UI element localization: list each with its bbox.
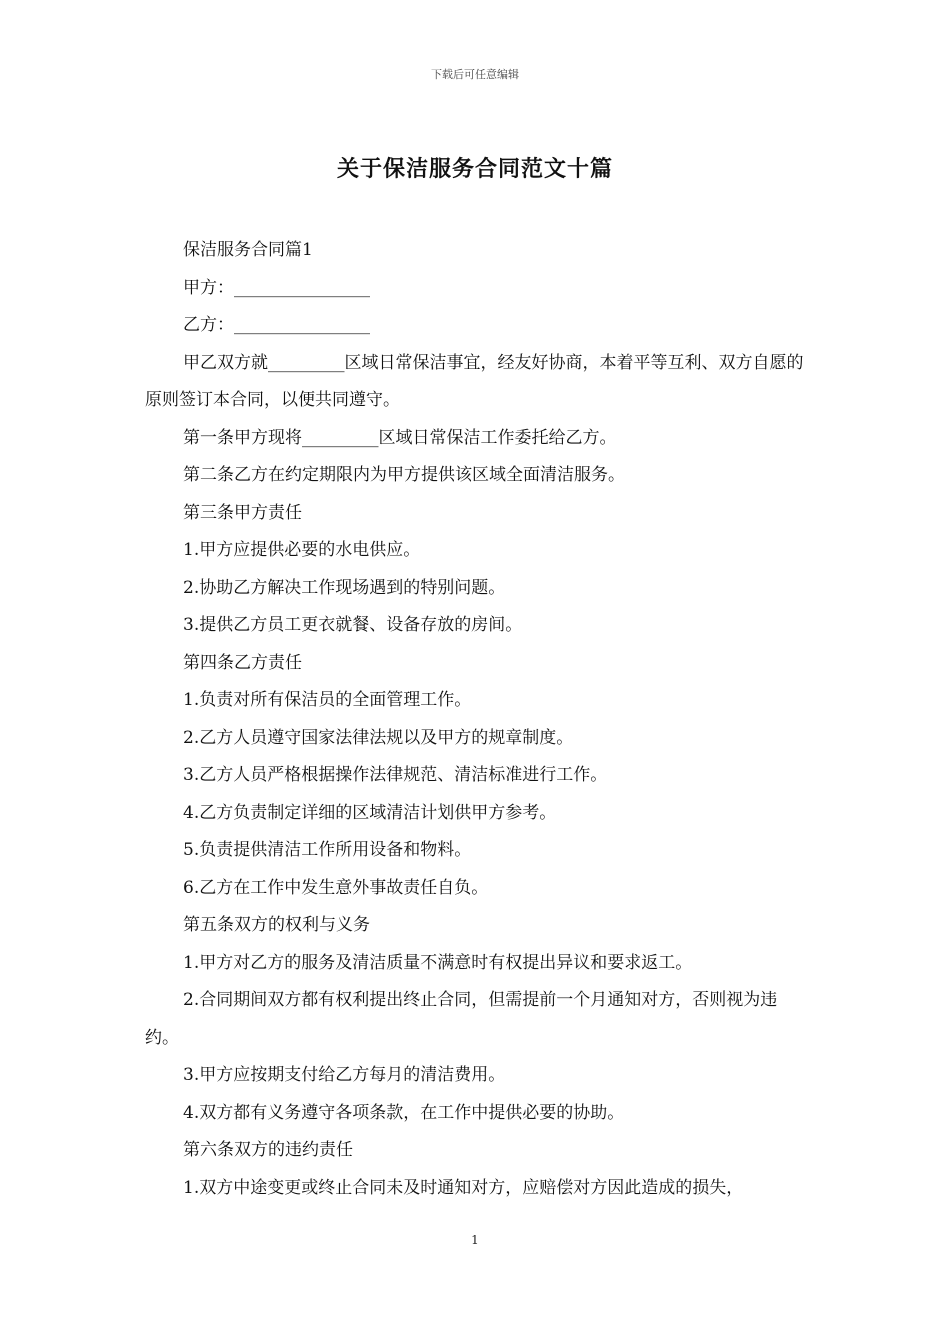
paragraph: 1.负责对所有保洁员的全面管理工作。	[183, 690, 472, 710]
paragraph: 第六条双方的违约责任	[183, 1140, 353, 1160]
paragraph: 2.协助乙方解决工作现场遇到的特别问题。	[183, 577, 506, 598]
document-body	[145, 232, 810, 1207]
paragraph: 6.乙方在工作中发生意外事故责任自负。	[183, 877, 489, 898]
paragraph: 保洁服务合同篇1	[183, 240, 313, 260]
paragraph: 2.合同期间双方都有权利提出终止合同，但需提前一个月通知对方，否则视为违约。	[145, 990, 778, 1048]
paragraph: 第四条乙方责任	[183, 652, 302, 673]
paragraph: 甲方：________________	[183, 277, 370, 298]
paragraph: 乙方：________________	[183, 315, 370, 335]
paragraph: 第三条甲方责任	[183, 502, 302, 523]
paragraph: 2.乙方人员遵守国家法律法规以及甲方的规章制度。	[183, 727, 574, 748]
paragraph: 4.双方都有义务遵守各项条款，在工作中提供必要的协助。	[183, 1102, 625, 1123]
paragraph: 第一条甲方现将_________区域日常保洁工作委托给乙方。	[183, 427, 617, 448]
paragraph: 3.甲方应按期支付给乙方每月的清洁费用。	[183, 1065, 506, 1085]
paragraph: 3.提供乙方员工更衣就餐、设备存放的房间。	[183, 615, 523, 635]
paragraph: 5.负责提供清洁工作所用设备和物料。	[183, 840, 472, 860]
paragraph: 第五条双方的权利与义务	[183, 915, 370, 935]
paragraph: 1.甲方对乙方的服务及清洁质量不满意时有权提出异议和要求返工。	[183, 952, 693, 973]
header-note: 下载后可任意编辑	[431, 68, 519, 81]
document-title: 关于保洁服务合同范文十篇	[336, 156, 613, 182]
paragraph: 4.乙方负责制定详细的区域清洁计划供甲方参考。	[183, 802, 557, 823]
page-number: 1	[471, 1233, 479, 1247]
paragraph: 1.双方中途变更或终止合同未及时通知对方，应赔偿对方因此造成的损失，	[183, 1177, 744, 1198]
paragraph: 1.甲方应提供必要的水电供应。	[183, 540, 421, 560]
paragraph: 3.乙方人员严格根据操作法律规范、清洁标准进行工作。	[183, 765, 608, 785]
paragraph: 第二条乙方在约定期限内为甲方提供该区域全面清洁服务。	[183, 465, 625, 485]
paragraph: 甲乙双方就_________区域日常保洁事宜，经友好协商，本着平等互利、双方自愿的原则签订本合同，以便共同遵守。	[145, 352, 804, 410]
